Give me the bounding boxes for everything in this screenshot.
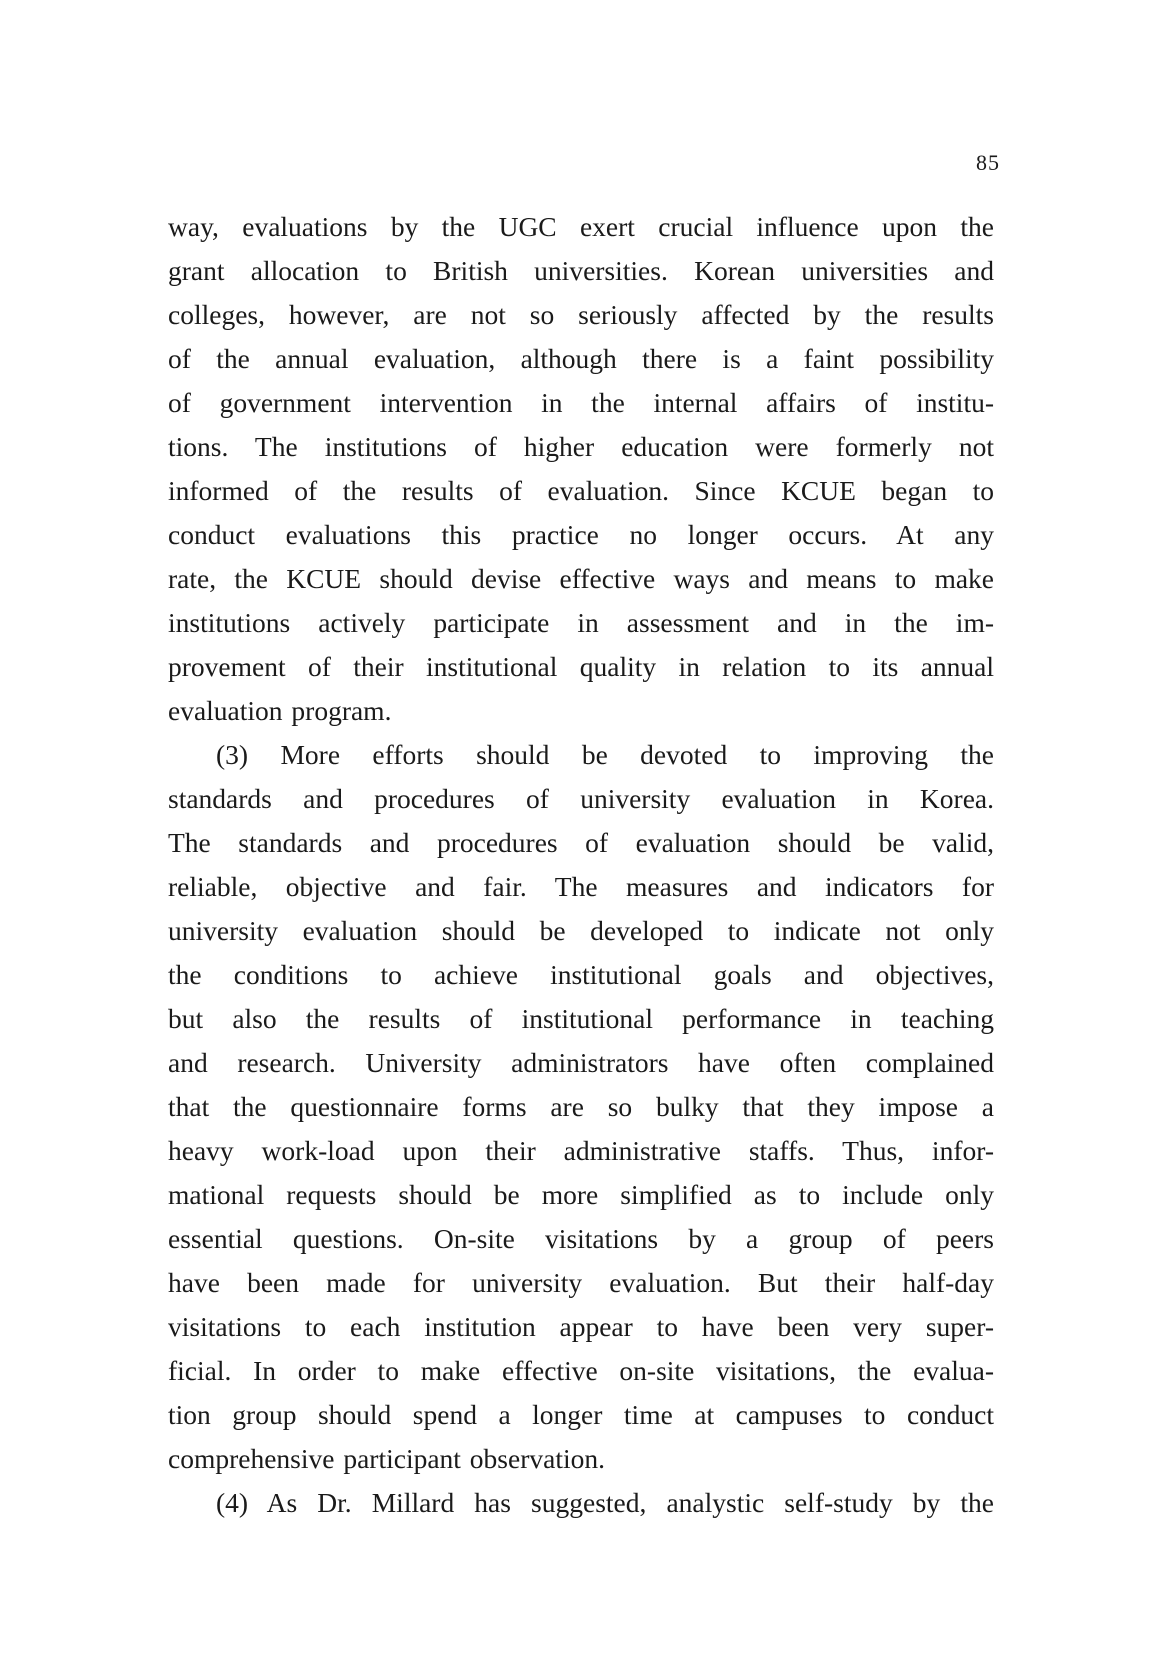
body-text xyxy=(168,205,994,1525)
text-line: (4) As Dr. Millard has suggested, analystic self-study by the xyxy=(216,1487,994,1518)
text-line: tion group should spend a longer time at campuses to conduct xyxy=(168,1399,994,1430)
text-line: The standards and procedures of evaluation should be valid, xyxy=(168,827,994,858)
text-line: tions. The institutions of higher education were formerly not xyxy=(168,431,994,462)
text-line: comprehensive participant observation. xyxy=(168,1443,605,1474)
text-line: of the annual evaluation, although there is a faint possibility xyxy=(168,343,994,374)
text-line: the conditions to achieve institutional goals and objectives, xyxy=(168,959,994,990)
text-line: reliable, objective and fair. The measures and indicators for xyxy=(168,871,994,902)
text-line: conduct evaluations this practice no longer occurs. At any xyxy=(168,519,994,550)
text-line: grant allocation to British universities. Korean universities and xyxy=(168,255,994,286)
text-line: of government intervention in the internal affairs of institu- xyxy=(168,387,994,418)
text-line: visitations to each institution appear to have been very super- xyxy=(168,1311,994,1342)
text-line: essential questions. On-site visitations by a group of peers xyxy=(168,1223,994,1254)
text-line: and research. University administrators have often complained xyxy=(168,1047,994,1078)
text-line: ficial. In order to make effective on-site visitations, the evalua- xyxy=(168,1355,994,1386)
text-line: informed of the results of evaluation. Since KCUE began to xyxy=(168,475,994,506)
text-line: that the questionnaire forms are so bulky that they impose a xyxy=(168,1091,994,1122)
page-number: 85 xyxy=(976,150,1000,175)
text-line: heavy work-load upon their administrative staffs. Thus, infor- xyxy=(168,1135,994,1166)
text-line: (3) More efforts should be devoted to improving the xyxy=(216,739,994,770)
paragraph-point-3 xyxy=(168,733,994,1481)
text-line: provement of their institutional quality in relation to its annual xyxy=(168,651,994,682)
text-line: have been made for university evaluation. But their half-day xyxy=(168,1267,994,1298)
text-line: colleges, however, are not so seriously affected by the results xyxy=(168,299,994,330)
text-line: way, evaluations by the UGC exert crucial influence upon the xyxy=(168,211,994,242)
paragraph-continuation xyxy=(168,205,994,733)
text-line: evaluation program. xyxy=(168,695,392,726)
text-line: university evaluation should be developed to indicate not only xyxy=(168,915,994,946)
text-line: mational requests should be more simplified as to include only xyxy=(168,1179,994,1210)
text-line: rate, the KCUE should devise effective ways and means to make xyxy=(168,563,994,594)
text-line: but also the results of institutional performance in teaching xyxy=(168,1003,994,1034)
text-line: institutions actively participate in assessment and in the im- xyxy=(168,607,994,638)
text-line: standards and procedures of university evaluation in Korea. xyxy=(168,783,994,814)
paragraph-point-4 xyxy=(168,1481,994,1525)
